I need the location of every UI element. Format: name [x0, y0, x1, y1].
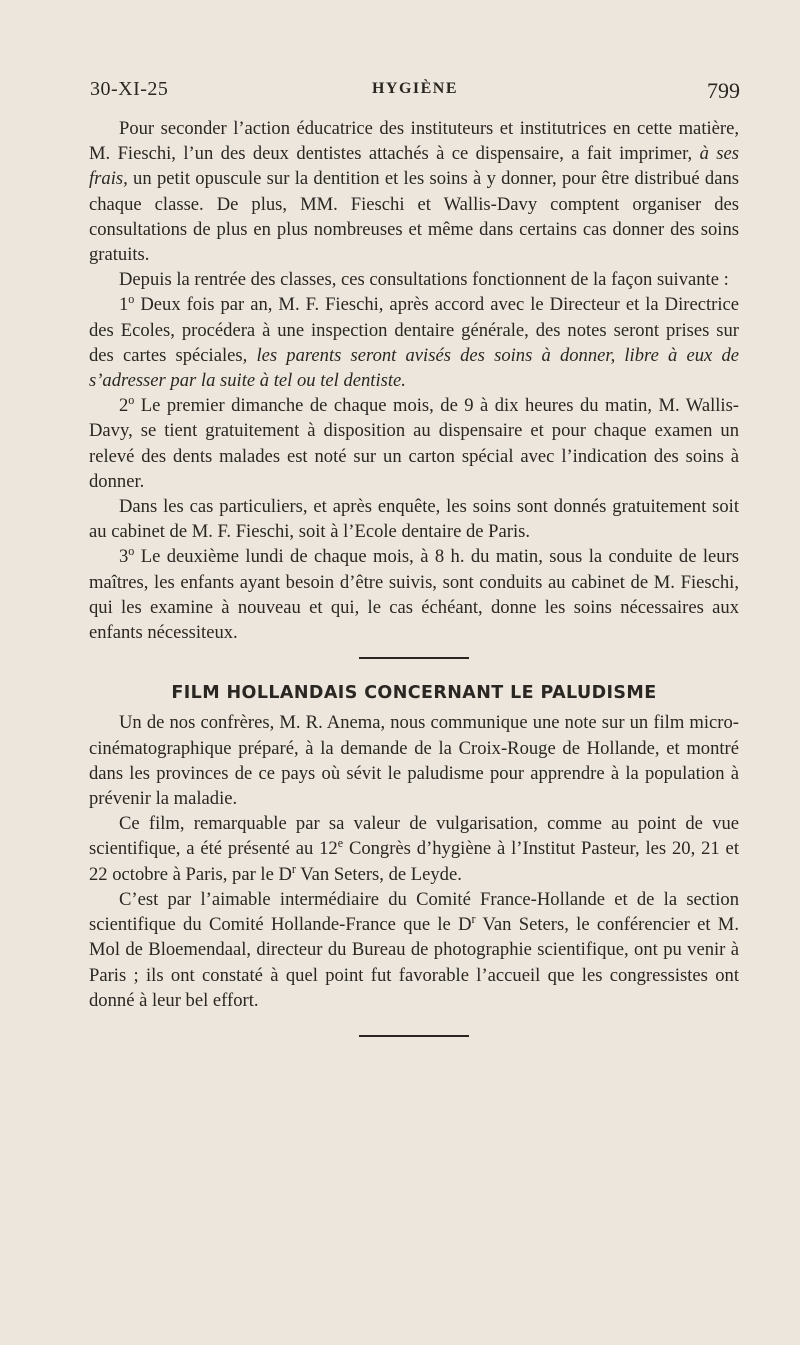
text-run: 3: [119, 546, 129, 568]
superscript: r: [471, 911, 476, 926]
text-run: Van Seters, de Leyde.: [295, 863, 462, 885]
text-run: Pour seconder l’action éducatrice des instituteurs et institutrices en cette matière, M. Fieschi, l’un des deux dentistes attachés à ce dispensaire, a fait imprimer,: [89, 118, 739, 165]
text-run: Congrès d’hygiène à l’Institut Pasteur, les 20, 21 et 22 octobre à Paris, par le D: [89, 838, 739, 885]
text-run: Un de nos confrères, M. R. Anema, nous communique une note sur un film micro-cinématographique préparé, à la demande de la Croix-Rouge de Hollande, et montré dans les provinces de ce pays où sévit le paludisme pour apprendre à la population à prévenir la maladie.: [89, 712, 739, 810]
paragraph: [89, 887, 739, 1013]
text-run: Deux fois par an, M. F. Fieschi, après accord avec le Directeur et la Directrice des Ecoles, procédera à une inspection dentaire générale, des notes seront prises sur des cartes spéciales,: [89, 294, 739, 366]
paragraph: [89, 544, 739, 645]
section-divider-bottom: [359, 1035, 469, 1037]
superscript: o: [128, 544, 135, 559]
paragraph: [89, 267, 739, 292]
text-run: Le deuxième lundi de chaque mois, à 8 h. du matin, sous la conduite de leurs maîtres, les enfants ayant besoin d’être suivis, sont conduits au cabinet de M. Fieschi, qui les examine à nouveau et qui, le cas échéant, donne les soins nécessaires aux enfants nécessiteux.: [89, 546, 739, 644]
text-run: Dans les cas particuliers, et après enquête, les soins sont donnés gratuitement soit au cabinet de M. F. Fieschi, soit à l’Ecole dentaire de Paris.: [89, 496, 739, 543]
header-journal-title: HYGIÈNE: [371, 80, 459, 97]
text-run: 2: [119, 395, 129, 417]
superscript: e: [337, 836, 344, 851]
paragraph: [89, 116, 739, 267]
body-text: [89, 116, 739, 1037]
paragraph: [89, 393, 739, 494]
text-run: 1: [119, 294, 129, 316]
section-paragraphs: [89, 710, 739, 1012]
text-run: Le premier dimanche de chaque mois, de 9 à dix heures du matin, M. Wallis-Davy, se tient gratuitement à disposition au dispensaire et pour chaque examen un relevé des dents malades est noté sur un carton spécial avec l’indication des soins à donner.: [89, 395, 739, 492]
text-run: Ce film, remarquable par sa valeur de vulgarisation, comme au point de vue scientifique, a été présenté au 12: [89, 813, 739, 860]
section-heading: FILM HOLLANDAIS CONCERNANT LE PALUDISME: [171, 683, 657, 704]
text-run: Van Seters, le conférencier et M. Mol de Bloemendaal, directeur du Bureau de photographie scientifique, ont pu venir à Paris ; ils ont constaté à quel point fut favorable l’accueil que les congressistes ont donné à leur bel effort.: [89, 914, 739, 1011]
text-run: un petit opuscule sur la dentition et les soins à y donner, pour être distribué dans chaque classe. De plus, MM. Fieschi et Wallis-Davy comptent organiser des consultations de plus en plus nombreuses et même dans certains cas donner des soins gratuits.: [89, 168, 739, 266]
superscript: o: [128, 292, 135, 307]
superscript: r: [291, 861, 296, 876]
section-divider-top: [359, 657, 469, 659]
paragraph: [89, 292, 739, 393]
intro-paragraphs: [89, 116, 739, 645]
text-run: Depuis la rentrée des classes, ces consultations fonctionnent de la façon suivante :: [119, 269, 729, 291]
header-date: 30-XI-25: [90, 78, 169, 100]
italic-text: à ses frais,: [89, 143, 739, 190]
page-number: 799: [707, 78, 740, 103]
running-header: [90, 74, 740, 106]
text-run: C’est par l’aimable intermédiaire du Comité France-Hollande et de la section scientifique du Comité Hollande-France que le D: [89, 888, 739, 936]
italic-text: les parents seront avisés des soins à donner, libre à eux de s’adresser par la suite à tel ou tel dentiste.: [89, 344, 739, 392]
paragraph: [89, 710, 739, 811]
paragraph: [89, 494, 739, 544]
superscript: o: [128, 393, 135, 408]
paragraph: [89, 811, 739, 887]
